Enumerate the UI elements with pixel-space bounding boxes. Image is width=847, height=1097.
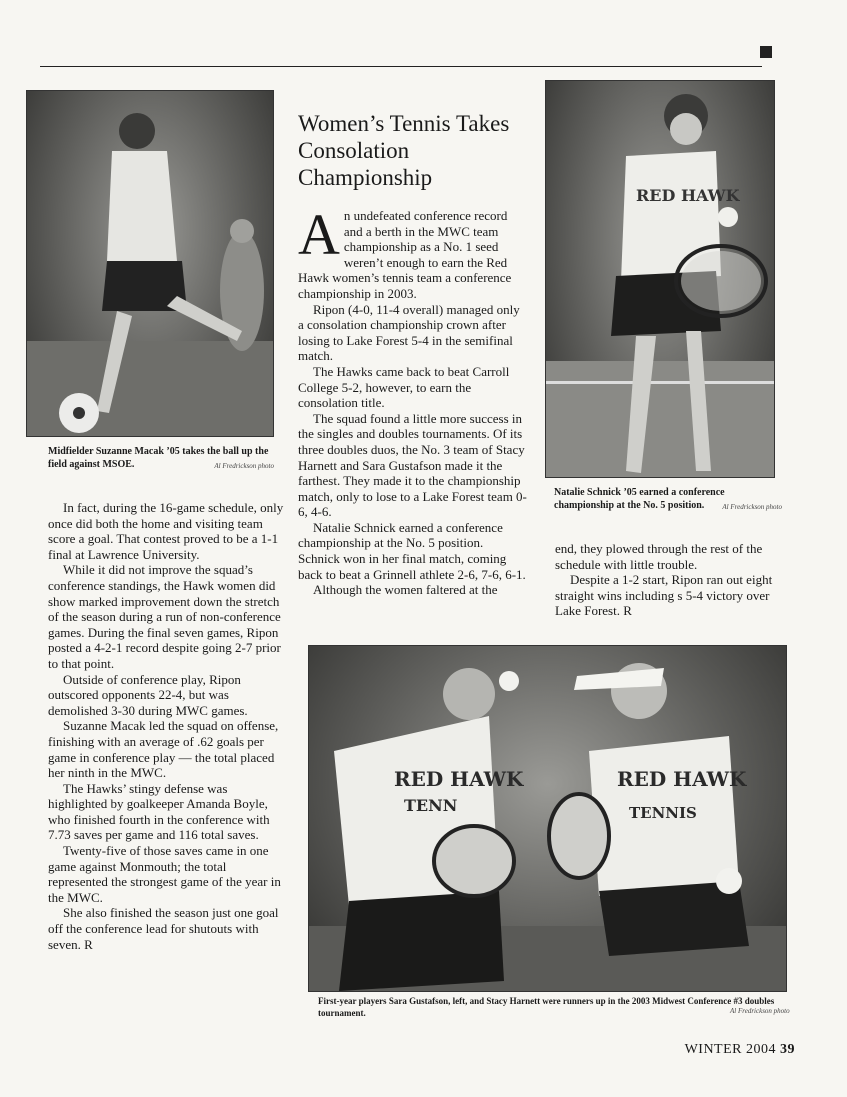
soccer-paragraph: She also finished the season just one goal off the conference lead for shutouts with seven. R <box>48 905 279 952</box>
right-shirt-text: RED HAWK <box>617 767 747 791</box>
soccer-paragraph: The Hawks’ stingy defense was highlighted by goalkeeper Amanda Boyle, who finished fourth in the conference with 7.73 saves per game and 116 total saves. <box>48 780 270 843</box>
issue-label: WINTER 2004 <box>684 1042 776 1057</box>
header-rule <box>40 66 762 67</box>
article-continuation-column <box>555 541 785 619</box>
right-shirt-text-2: TENNIS <box>629 804 697 822</box>
article-paragraph: Natalie Schnick earned a conference championship at the No. 5 position. Schnick won in her final match, coming back to beat a Grinnell athlete 2-6, 7-6, 6-1. <box>298 519 526 582</box>
soccer-photo <box>26 90 274 437</box>
soccer-paragraph: Suzanne Macak led the squad on offense, finishing with an average of .62 goals per game in conference play — the total placed her ninth in the MWC. <box>48 718 279 781</box>
doubles-photo <box>308 645 787 992</box>
article-paragraph: Ripon (4-0, 11-4 overall) managed only a consolation championship crown after losing to Lake Forest 5-4 in the semifinal match. <box>298 301 520 364</box>
header-rule-endcap <box>760 46 772 58</box>
page-number: 39 <box>780 1042 795 1057</box>
article-paragraph: The squad found a little more success in the singles and doubles tournaments. Of its three doubles duos, the No. 3 team of Stacy Harnett and Sara Gustafson made it the farthest. They made it to the championship match, only to lose to a Lake Forest team 0-6, 4-6. <box>298 410 527 520</box>
schnick-shirt-text: RED HAWK <box>636 186 740 205</box>
article-lead: An undefeated conference record and a berth in the MWC team championship as a No. 1 seed weren’t enough to earn the Red Hawk women’s tennis team a conference championship in 2003. <box>298 202 512 301</box>
drop-cap: A <box>298 202 340 267</box>
schnick-photo <box>545 80 775 478</box>
soccer-paragraph: In fact, during the 16-game schedule, only once did both the home and visiting team score a goal. That contest proved to be a 1-1 final at Lawrence University. <box>48 500 284 562</box>
soccer-photo-caption: Midfielder Suzanne Macak ’05 takes the ball up the field against MSOE. Al Fredrickson photo <box>48 445 274 473</box>
doubles-photo-credit: Al Fredrickson photo <box>730 1007 790 1015</box>
article-paragraph: The Hawks came back to beat Carroll College 5-2, however, to earn the consolation title. <box>298 363 510 411</box>
schnick-photo-caption: Natalie Schnick ’05 earned a conference championship at the No. 5 position. Al Fredrickson photo <box>554 486 782 514</box>
schnick-photo-credit: Al Fredrickson photo <box>722 503 782 511</box>
article-title: Women’s Tennis Takes Consolation Championship <box>298 111 510 190</box>
article-continuation-paragraph: Despite a 1-2 start, Ripon ran out eight straight wins including s 5-4 victory over Lake Forest. R <box>555 572 773 619</box>
article-paragraph: Although the women faltered at the <box>313 582 498 598</box>
soccer-paragraph: While it did not improve the squad’s conference standings, the Hawk women did show marked improvement down the stretch of the season during a run of non-conference games. During the final seven games, Ripon posted a 4-2-1 record despite going 2-7 prior to that point. <box>48 562 281 671</box>
soccer-photo-credit: Al Fredrickson photo <box>214 462 274 470</box>
left-shirt-text-2: TENN <box>404 796 458 815</box>
soccer-paragraph: Outside of conference play, Ripon outscored opponents 22-4, but was demolished 3-30 during MWC games. <box>48 671 248 718</box>
doubles-photo-caption: First-year players Sara Gustafson, left, and Stacy Harnett were runners up in the 2003 Midwest Conference #3 doubles tournament. <box>318 996 775 1018</box>
article-continuation-paragraph: end, they plowed through the rest of the schedule with little trouble. <box>555 541 763 572</box>
left-shirt-text: RED HAWK <box>394 767 524 791</box>
article-column <box>298 202 528 598</box>
page-footer <box>685 1042 795 1058</box>
soccer-paragraph: Twenty-five of those saves came in one game against Monmouth; the total represented the strongest game of the year in the MWC. <box>48 843 281 905</box>
soccer-column <box>48 500 285 952</box>
